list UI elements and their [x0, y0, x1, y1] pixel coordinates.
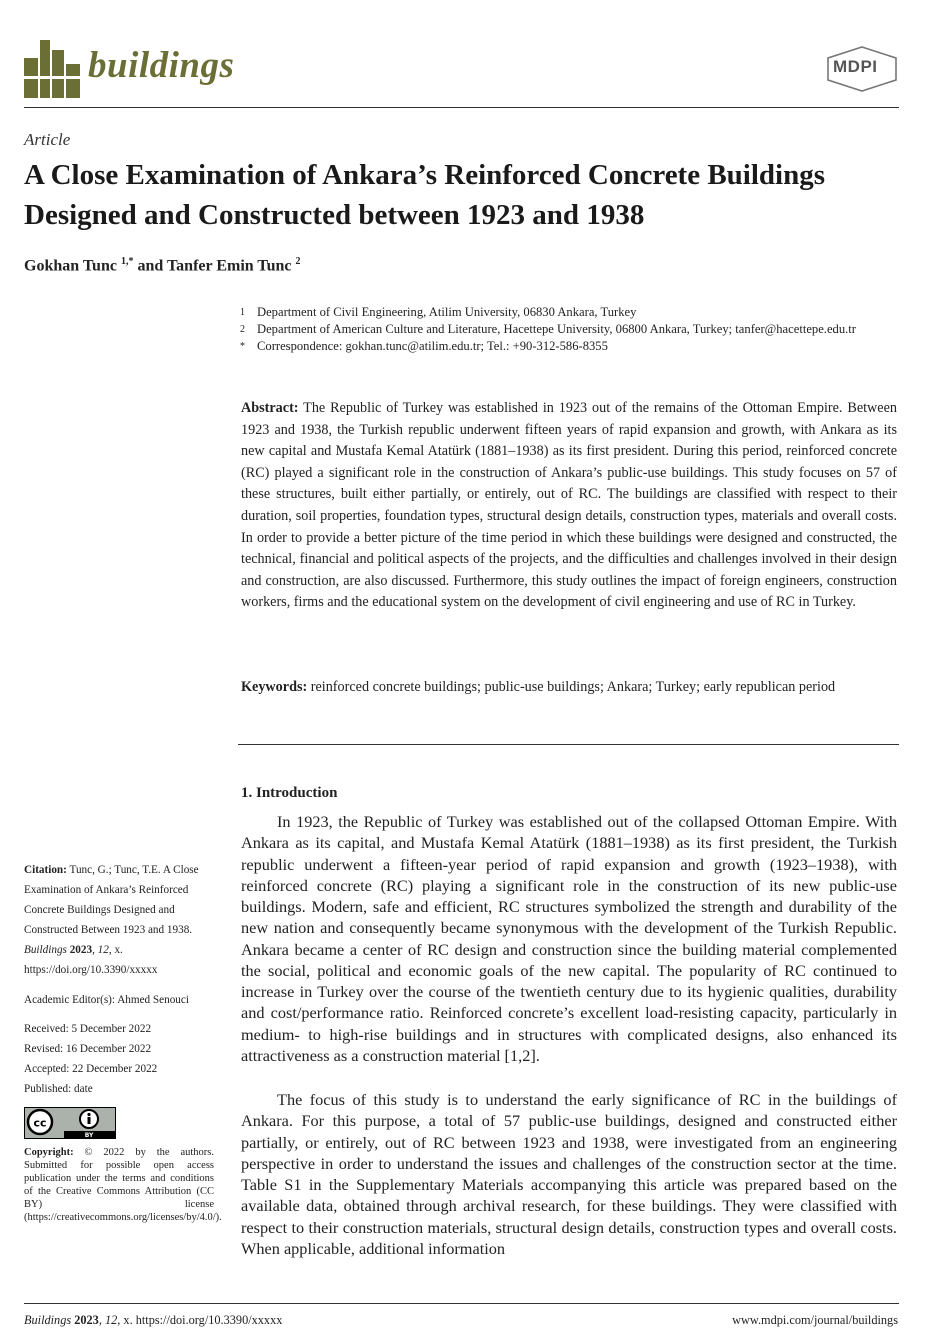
body-paragraph: The focus of this study is to understand the early significance of RC in the buildings of Ankara. For this purpose, a total of 57 public-use buildings, designed and constructed either partially, or entirely, out of RC between 1923 and 1938, were investigated from an engineering perspective in order to understand the issues and challenges of the construction sector at the time. Table S1 in the Supplementary Materials accompanying this article was prepared based on the available data, obtained through archival research, for these buildings. They were classified with respect to their construction materials, structural design details, construction types and overall costs. When applicable, additional information — [241, 1090, 897, 1258]
footer-volume: 12 — [104, 1313, 118, 1327]
footer-doi: , x. https://doi.org/10.3390/xxxxx — [117, 1313, 283, 1327]
cc-by-license-icon — [24, 1107, 116, 1139]
revised-date: Revised: 16 December 2022 — [24, 1043, 152, 1055]
affiliation-mark: 1 — [240, 307, 245, 318]
footer-year: 2023 — [74, 1313, 99, 1327]
citation-block: Citation: Tunc, G.; Tunc, T.E. A Close Examination of Ankara’s Reinforced Concrete Buildings Designed and Constructed Between 1923 and 1938. Buildings 2023, 12, x. https://doi.org/10.3390/xxxxx — [24, 864, 199, 976]
published-date: Published: date — [24, 1083, 93, 1095]
journal-name: buildings — [88, 45, 235, 86]
paper-title: A Close Examination of Ankara’s Reinforced Concrete Buildings Designed and Constructed between 1923 and 1938 — [24, 159, 826, 231]
affiliation-mark: * — [240, 341, 245, 353]
affiliation-text: Department of Civil Engineering, Atilim University, 06830 Ankara, Turkey — [257, 305, 637, 319]
section-heading: 1. Introduction — [241, 785, 338, 801]
citation-year: 2023 — [69, 944, 93, 956]
affiliation-item — [240, 304, 880, 321]
publisher-logo-text: MDPI — [833, 57, 878, 76]
author-join: and — [137, 257, 164, 275]
svg-text:cc: cc — [33, 1116, 47, 1130]
copyright-label: Copyright: — [24, 1147, 74, 1158]
keywords-text: reinforced concrete buildings; public-use buildings; Ankara; Turkey; early republican period — [310, 679, 836, 695]
keywords-label: Keywords: — [241, 679, 308, 695]
journal-logo-icon — [24, 40, 80, 98]
header-divider — [24, 107, 899, 108]
citation-label: Citation: — [24, 864, 67, 876]
article-type: Article — [24, 130, 71, 149]
publication-dates — [24, 1019, 224, 1099]
citation-doi: , x. https://doi.org/10.3390/xxxxx — [24, 944, 158, 976]
cc-by-label: BY — [84, 1132, 94, 1139]
citation-journal: Buildings — [24, 944, 67, 956]
footer-divider — [24, 1303, 899, 1304]
accepted-date: Accepted: 22 December 2022 — [24, 1063, 158, 1075]
author-affiliation-mark: 1,* — [120, 256, 134, 267]
author-name: Tanfer Emin Tunc — [166, 257, 292, 275]
citation-text: Tunc, G.; Tunc, T.E. A Close Examination of Ankara’s Reinforced Concrete Buildings Designed and Constructed Between 1923 and 1938. — [24, 864, 199, 936]
abstract-text: The Republic of Turkey was established in 1923 out of the remains of the Ottoman Empire. Between 1923 and 1938, the Turkish republic underwent fifteen years of rapid expansion and growth, with Ankara as its new capital and Mustafa Kemal Atatürk (1881–1938) as its first president. During this period, reinforced concrete (RC) played a significant role in the construction of Ankara’s public-use buildings. This study focuses on 57 of these structures, built either partially, or entirely, out of RC. The buildings are classified with respect to their duration, soil properties, foundation types, structural design details, construction types, materials and overall costs. In order to provide a better picture of the time period in which these buildings were designed and constructed, the technical, financial and political aspects of the projects, and the difficulties and challenges involved in their design and construction, are also discussed. Furthermore, this study outlines the impact of foreign engineers, construction workers, firms and the educational system on the development of civil engineering and use of RC in Turkey. — [241, 400, 897, 611]
affiliation-mark: 2 — [240, 324, 245, 336]
affiliation-text: Department of American Culture and Literature, Hacettepe University, 06800 Ankara, Turkey; tanfer@hacettepe.edu.tr — [257, 322, 856, 337]
copyright-notice — [24, 1146, 222, 1225]
author-name: Gokhan Tunc — [24, 257, 117, 275]
abstract-divider — [238, 744, 899, 745]
affiliation-text: Correspondence: gokhan.tunc@atilim.edu.tr; Tel.: +90-312-586-8355 — [257, 339, 608, 354]
affiliations — [240, 304, 880, 356]
abstract-label: Abstract: — [241, 400, 299, 416]
author-line — [24, 256, 300, 275]
footer-journal: Buildings — [24, 1313, 72, 1327]
body-paragraph: In 1923, the Republic of Turkey was established out of the collapsed Ottoman Empire. With Ankara as its capital, and Mustafa Kemal Atatürk (1881–1938) as its first president, the Turkish republic underwent a fifteen-year period of rapid expansion and growth (1923–1938), with reinforced concrete (RC) playing a significant role in the construction of its new public-use buildings. Modern, safe and efficient, RC structures symbolized the strength and durability of the new nation and consequently became synonymous with the development of the Turkish Republic. Ankara became a center of RC design and construction since the building material complemented the social, political and economic goals of the new capital. The popularity of RC continued to increase in Turkey over the course of the twentieth century due to its hygienic qualities, durability and cost/performance ratio. Reinforced concrete’s excellent load-resisting capacity, particularly in medium- to high-rise buildings and in structures with complicated designs, also enhanced its attractiveness as a construction material [1,2]. — [241, 812, 897, 1065]
author-affiliation-mark: 2 — [295, 256, 301, 267]
footer-citation: Buildings 2023, 12, x. https://doi.org/10.3390/xxxxx — [24, 1313, 283, 1327]
academic-editor: Academic Editor(s): Ahmed Senouci — [24, 994, 189, 1006]
affiliation-item — [240, 321, 880, 338]
citation-volume: 12 — [97, 944, 109, 956]
affiliation-item — [240, 338, 880, 355]
copyright-text: © 2022 by the authors. Submitted for possible open access publication under the terms and conditions of the Creative Commons Attribution (CC BY) license (https://creativecommons.org/licenses/by/4.0/). — [24, 1147, 222, 1224]
keywords — [241, 677, 897, 699]
abstract — [241, 398, 897, 614]
footer-journal-url[interactable]: www.mdpi.com/journal/buildings — [732, 1313, 898, 1327]
received-date: Received: 5 December 2022 — [24, 1023, 152, 1035]
